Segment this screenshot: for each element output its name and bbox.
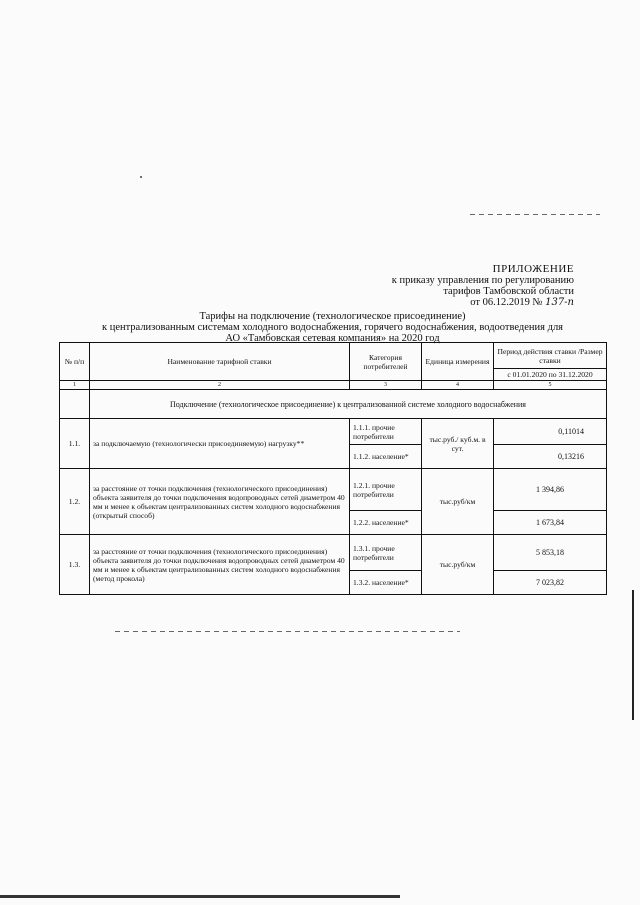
row-category: 1.3.2. население* [350, 571, 422, 595]
row-unit: тыс.руб./ куб.м. в сут. [422, 419, 494, 469]
title-line-2: к централизованным системам холодного водоснабжения, горячего водоснабжения, водоотведения для [101, 322, 564, 333]
row-name: за подключаемую (технологически присоединяемую) нагрузку** [90, 419, 350, 469]
row-value: 1 394,86 [494, 469, 607, 511]
row-unit: тыс.руб/км [422, 469, 494, 535]
header-unit: Единица измерения [422, 343, 494, 381]
tariff-table [59, 342, 607, 595]
row-value: 7 023,82 [494, 571, 607, 595]
header-name: Наименование тарифной ставки [90, 343, 350, 381]
table-row [60, 535, 607, 571]
order-number-handwritten: 137-п [545, 297, 574, 308]
header-period-range: с 01.01.2020 по 31.12.2020 [494, 369, 607, 381]
scan-bottom-bar [0, 895, 400, 898]
row-category: 1.1.2. население* [350, 445, 422, 469]
appendix-order-line [392, 297, 574, 308]
header-period: Период действия ставки /Размер ставки [494, 343, 607, 369]
header-num: № п/п [60, 343, 90, 381]
index-row [60, 381, 607, 390]
row-num: 1.2. [60, 469, 90, 535]
index-cell: 1 [60, 381, 90, 390]
section-empty-cell [60, 390, 90, 419]
index-cell: 3 [350, 381, 422, 390]
document-title [60, 311, 605, 344]
row-value: 0,11014 [494, 419, 607, 445]
row-category: 1.2.2. население* [350, 511, 422, 535]
row-category: 1.1.1. прочие потребители [350, 419, 422, 445]
appendix-line-2: тарифов Тамбовской области [443, 286, 574, 297]
row-value: 1 673,84 [494, 511, 607, 535]
section-title: Подключение (технологическое присоединение) к централизованной системе холодного водоснабжения [90, 390, 607, 419]
row-name: за расстояние от точки подключения (технологического присоединения) объекта заявителя до точки подключения водопроводных сетей диаметром 40 мм и менее к объектам централизованных систем холодного водоснабжения (метод прокола) [90, 535, 350, 595]
table-header-row [60, 343, 607, 369]
appendix-block [392, 264, 574, 308]
scan-edge-mark [632, 590, 634, 720]
row-num: 1.3. [60, 535, 90, 595]
row-value: 0,13216 [494, 445, 607, 469]
index-cell: 2 [90, 381, 350, 390]
scan-artifact-line [470, 214, 600, 215]
section-row [60, 390, 607, 419]
index-cell: 5 [494, 381, 607, 390]
row-category: 1.3.1. прочие потребители [350, 535, 422, 571]
row-value: 5 853,18 [494, 535, 607, 571]
index-cell: 4 [422, 381, 494, 390]
header-category: Категория потребителей [350, 343, 422, 381]
table-row [60, 469, 607, 511]
appendix-line-1: к приказу управления по регулированию [391, 275, 574, 286]
scan-artifact-line [115, 631, 460, 632]
title-line-3: АО «Тамбовская сетевая компания» на 2020 год [225, 333, 440, 344]
appendix-title: ПРИЛОЖЕНИЕ [492, 263, 574, 275]
row-category: 1.2.1. прочие потребители [350, 469, 422, 511]
row-unit: тыс.руб/км [422, 535, 494, 595]
row-name: за расстояние от точки подключения (технологического присоединения) объекта заявителя до точки подключения водопроводных сетей диаметром 40 мм и менее к объектам централизованных систем холодного водоснабжения (открытый способ) [90, 469, 350, 535]
table-row [60, 419, 607, 445]
title-line-1: Тарифы на подключение (технологическое присоединение) [199, 311, 466, 322]
scan-artifact-dot [140, 176, 142, 178]
row-num: 1.1. [60, 419, 90, 469]
order-date: от 06.12.2019 № [470, 297, 543, 308]
